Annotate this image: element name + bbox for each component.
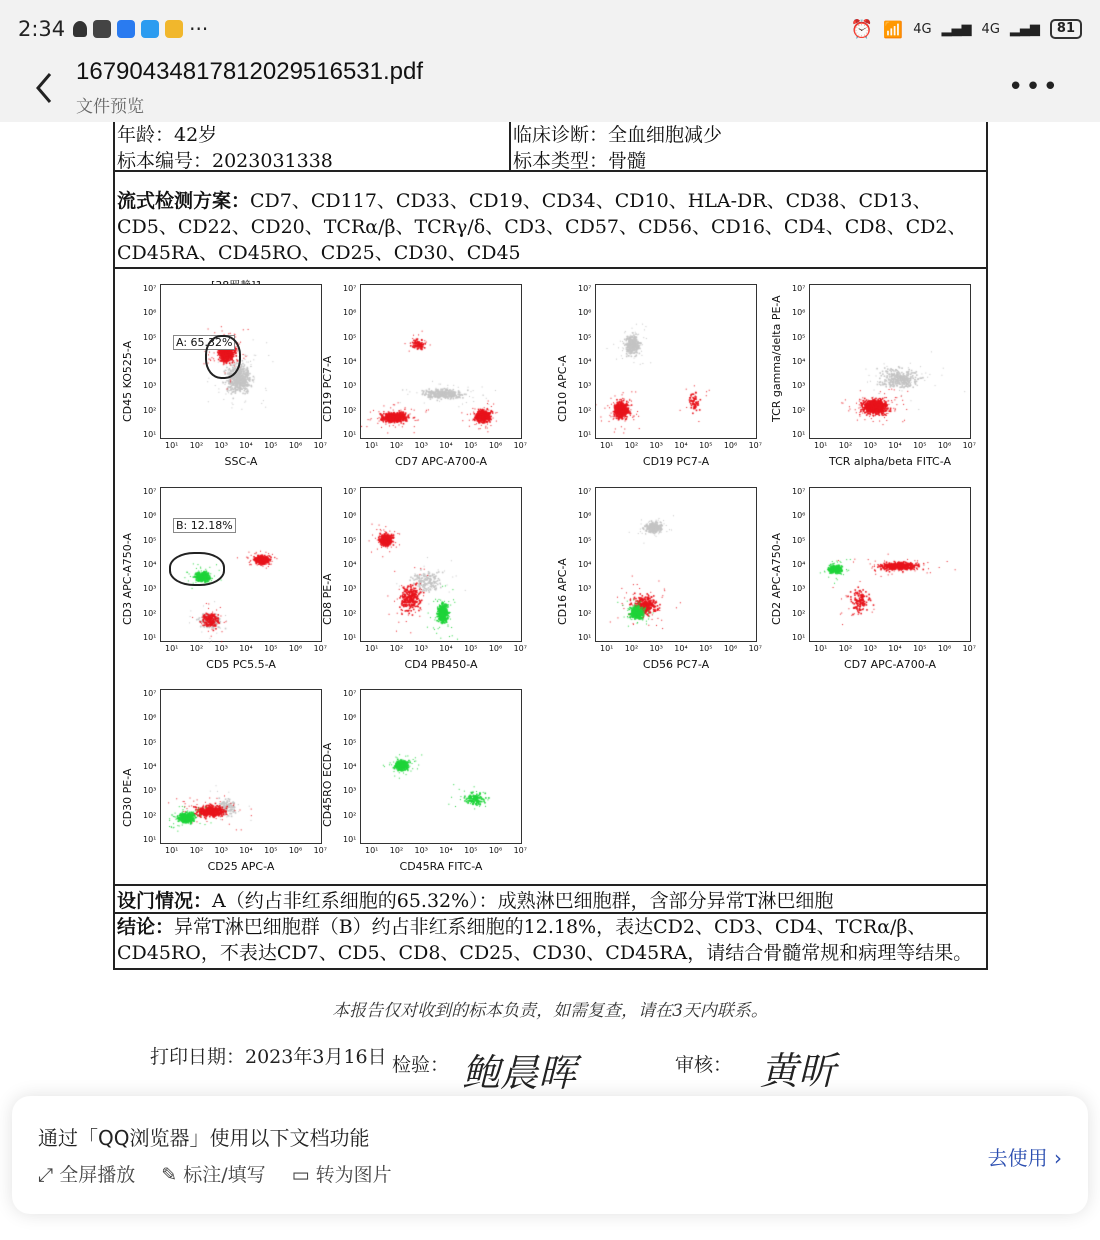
y-axis-label: CD45 KO525-A: [121, 340, 134, 422]
gate-polygon: [169, 552, 225, 586]
y-tick: 10⁷: [578, 284, 592, 293]
x-ticks: [365, 846, 527, 855]
y-tick: 10⁴: [578, 559, 592, 569]
x-tick: 10⁶: [937, 644, 952, 653]
x-tick: 10⁴: [439, 441, 453, 450]
y-tick: 10³: [578, 584, 592, 594]
sample-number-field: 标本编号：2023031338: [117, 150, 333, 172]
reviewer-label: 审核：: [675, 1054, 733, 1076]
x-tick: 10⁷: [513, 441, 527, 450]
y-tick: 10⁶: [343, 511, 357, 521]
x-tick: 10¹: [165, 644, 179, 653]
x-axis-label: CD19 PC7-A: [642, 455, 710, 468]
y-tick: 10⁵: [578, 535, 592, 545]
y-tick: 10⁴: [792, 559, 806, 569]
x-tick: 10⁷: [313, 441, 327, 450]
y-tick: 10⁷: [792, 284, 806, 293]
x-axis-label: CD25 APC-A: [207, 860, 275, 873]
fullscreen-label: 全屏播放: [59, 1164, 136, 1186]
x-ticks: [600, 644, 762, 653]
y-axis-label: CD30 PE-A: [121, 768, 134, 827]
x-tick: 10⁵: [699, 644, 713, 653]
gate-label: A: 65.32%: [173, 335, 235, 350]
y-tick: 10¹: [343, 834, 357, 844]
y-tick: 10¹: [143, 834, 157, 844]
y-ticks: [343, 689, 356, 844]
x-tick: 10¹: [365, 846, 379, 855]
age-field: 年龄：42岁: [117, 124, 218, 146]
x-axis-label: SSC-A: [224, 455, 258, 468]
x-axis-label: CD4 PB450-A: [404, 658, 478, 671]
to-image-action[interactable]: [292, 1160, 392, 1187]
conclusion-label: 结论：: [117, 916, 175, 938]
y-tick: 10⁶: [343, 713, 357, 723]
x-ticks: [814, 644, 976, 653]
plot-area: [360, 487, 522, 642]
y-ticks: [143, 284, 156, 439]
y-axis-label: CD45RO ECD-A: [321, 742, 334, 827]
y-ticks: [578, 284, 591, 439]
plot-area: [809, 284, 971, 439]
y-tick: 10¹: [143, 632, 157, 642]
y-tick: 10³: [343, 584, 357, 594]
x-ticks: [600, 441, 762, 450]
y-ticks: [343, 284, 356, 439]
y-tick: 10⁴: [343, 356, 357, 366]
x-tick: 10⁶: [288, 846, 303, 855]
y-tick: 10²: [792, 405, 806, 415]
flow-plot-6: [315, 487, 545, 687]
x-tick: 10³: [414, 846, 428, 855]
status-time: 2:34: [18, 17, 66, 41]
x-tick: 10⁵: [264, 441, 278, 450]
y-tick: 10⁵: [343, 737, 357, 747]
flow-plot-1: [115, 284, 345, 484]
y-tick: 10⁴: [143, 356, 157, 366]
x-tick: 10¹: [165, 441, 179, 450]
y-tick: 10⁵: [343, 332, 357, 342]
scatter-dots: [810, 488, 972, 643]
x-tick: 10⁵: [464, 846, 478, 855]
x-tick: 10¹: [600, 441, 614, 450]
x-tick: 10⁶: [488, 644, 503, 653]
x-tick: 10⁵: [264, 644, 278, 653]
y-tick: 10³: [792, 584, 806, 594]
y-axis-label: TCR gamma/delta PE-A: [770, 294, 783, 422]
flow-plot-8: [764, 487, 994, 687]
x-tick: 10³: [863, 644, 877, 653]
y-tick: 10²: [143, 608, 157, 618]
y-tick: 10³: [143, 584, 157, 594]
y-tick: 10¹: [792, 429, 806, 439]
x-tick: 10²: [189, 846, 204, 855]
y-tick: 10¹: [343, 632, 357, 642]
scatter-dots: [361, 488, 523, 643]
x-axis-label: CD7 APC-A700-A: [844, 658, 936, 671]
flow-plot-3: [550, 284, 780, 484]
x-tick: 10⁶: [937, 441, 952, 450]
plot-area: [160, 487, 322, 642]
x-tick: 10⁴: [674, 441, 688, 450]
fullscreen-icon: ⤢: [38, 1164, 60, 1186]
scheme-label: 流式检测方案：: [117, 190, 251, 212]
y-tick: 10⁷: [578, 487, 592, 496]
report-page: [113, 112, 988, 970]
y-tick: 10⁶: [578, 511, 592, 521]
plot-area: [809, 487, 971, 642]
flow-plot-7: [550, 487, 780, 687]
y-tick: 10¹: [792, 632, 806, 642]
x-axis-label: CD7 APC-A700-A: [395, 455, 487, 468]
x-tick: 10⁴: [239, 644, 253, 653]
x-tick: 10⁷: [748, 441, 762, 450]
gating-text: A（约占非红系细胞的65.32%）：成熟淋巴细胞群，含部分异常T淋巴细胞: [212, 890, 834, 912]
x-tick: 10²: [389, 644, 404, 653]
x-tick: 10⁶: [288, 644, 303, 653]
y-tick: 10⁵: [578, 332, 592, 342]
x-axis-label: CD45RA FITC-A: [399, 860, 483, 873]
plot-area: [595, 487, 757, 642]
x-tick: 10⁵: [913, 644, 927, 653]
qq-browser-promo: [12, 1096, 1088, 1214]
y-tick: 10⁷: [143, 284, 157, 293]
x-tick: 10²: [389, 846, 404, 855]
scatter-dots: [361, 690, 523, 845]
y-tick: 10³: [343, 381, 357, 391]
file-title: 16790434817812029516531.pdf: [76, 58, 424, 85]
scheme-row: [115, 186, 986, 269]
sample-type-field: 标本类型：骨髓: [513, 150, 647, 172]
flow-plots: [115, 269, 986, 886]
conclusion-text: 异常T淋巴细胞群（B）约占非红系细胞的12.18%，表达CD2、CD3、CD4、TCRα/β、CD45RO，不表达CD7、CD5、CD8、CD25、CD30、CD45RA，请结合骨髓常规和病理等结果。: [117, 916, 973, 964]
to-image-label: 转为图片: [315, 1164, 392, 1186]
scatter-dots: [596, 285, 758, 440]
y-tick: 10⁶: [792, 308, 806, 318]
chevron-left-icon: [30, 68, 60, 108]
y-tick: 10⁷: [343, 689, 357, 698]
wifi-icon: 📶: [883, 19, 904, 39]
notification-bell-icon: [73, 21, 87, 37]
flow-plot-2: [315, 284, 545, 484]
app-icon-blue: [117, 20, 135, 38]
app-icon-multi: [141, 20, 159, 38]
y-ticks: [792, 284, 805, 439]
x-tick: 10¹: [365, 441, 379, 450]
y-tick: 10¹: [343, 429, 357, 439]
x-tick: 10¹: [814, 644, 828, 653]
y-tick: 10³: [578, 381, 592, 391]
y-tick: 10⁶: [143, 308, 157, 318]
y-tick: 10²: [343, 608, 357, 618]
x-ticks: [365, 644, 527, 653]
app-header: [0, 58, 1100, 122]
diagnosis-field: 临床诊断：全血细胞减少: [513, 124, 723, 146]
y-tick: 10³: [143, 786, 157, 796]
more-notifications-icon: ···: [189, 17, 209, 41]
y-tick: 10⁶: [143, 713, 157, 723]
inspector-signature: 鲍晨晖: [462, 1051, 577, 1095]
x-tick: 10²: [389, 441, 404, 450]
x-tick: 10⁶: [288, 441, 303, 450]
x-ticks: [165, 441, 327, 450]
more-icon[interactable]: •••: [1007, 72, 1060, 102]
x-tick: 10²: [838, 441, 853, 450]
y-tick: 10⁵: [143, 737, 157, 747]
gating-row: [115, 886, 986, 914]
x-tick: 10⁷: [962, 441, 976, 450]
gate-polygon: [205, 335, 241, 379]
y-tick: 10⁴: [143, 559, 157, 569]
y-axis-label: CD3 APC-A750-A: [121, 532, 134, 625]
y-axis-label: CD10 APC-A: [556, 354, 569, 422]
y-tick: 10⁵: [343, 535, 357, 545]
x-tick: 10⁷: [313, 644, 327, 653]
inspector-label: 检验：: [392, 1054, 450, 1076]
x-tick: 10⁷: [513, 644, 527, 653]
y-tick: 10⁴: [792, 356, 806, 366]
x-ticks: [365, 441, 527, 450]
x-tick: 10⁶: [488, 846, 503, 855]
x-ticks: [814, 441, 976, 450]
x-tick: 10⁴: [239, 441, 253, 450]
y-axis-label: CD19 PC7-A: [321, 355, 334, 422]
y-tick: 10⁷: [143, 487, 157, 496]
x-tick: 10³: [649, 441, 663, 450]
y-axis-label: CD8 PE-A: [321, 573, 334, 625]
x-tick: 10⁴: [674, 644, 688, 653]
x-tick: 10⁷: [962, 644, 976, 653]
x-tick: 10³: [214, 846, 228, 855]
y-tick: 10⁴: [143, 761, 157, 771]
report-disclaimer: 本报告仅对收到的标本负责，如需复查，请在3天内联系。: [332, 1001, 768, 1021]
y-tick: 10²: [343, 405, 357, 415]
y-tick: 10¹: [578, 429, 592, 439]
network-label-1: 4G: [913, 21, 932, 37]
plot-area: [360, 284, 522, 439]
y-tick: 10³: [792, 381, 806, 391]
y-tick: 10⁶: [343, 308, 357, 318]
promo-text: 通过「QQ浏览器」使用以下文档功能: [38, 1126, 370, 1150]
x-tick: 10¹: [165, 846, 179, 855]
x-tick: 10³: [414, 441, 428, 450]
x-tick: 10⁴: [888, 644, 902, 653]
y-tick: 10⁵: [792, 535, 806, 545]
x-tick: 10¹: [814, 441, 828, 450]
alarm-icon: ⏰: [850, 18, 874, 40]
status-bar: [0, 0, 1100, 58]
x-tick: 10²: [189, 441, 204, 450]
y-tick: 10⁷: [343, 487, 357, 496]
x-tick: 10⁶: [488, 441, 503, 450]
signal-icon-1: ▂▄▆: [941, 21, 972, 37]
x-tick: 10⁵: [264, 846, 278, 855]
y-tick: 10⁴: [343, 559, 357, 569]
y-tick: 10³: [343, 786, 357, 796]
y-tick: 10⁵: [143, 535, 157, 545]
image-icon: ▭: [291, 1164, 316, 1186]
x-tick: 10³: [414, 644, 428, 653]
scheme-text: CD7、CD117、CD33、CD19、CD34、CD10、HLA-DR、CD38、CD13、CD5、CD22、CD20、TCRα/β、TCRγ/δ、CD3、CD57、CD56、CD16、CD4、CD8、CD2、CD45RA、CD45RO、CD25、CD30、CD45: [117, 190, 967, 264]
x-tick: 10⁴: [439, 846, 453, 855]
app-icon-hand: [93, 20, 111, 38]
flow-plot-10: [315, 689, 545, 889]
x-tick: 10⁴: [439, 644, 453, 653]
y-tick: 10⁷: [792, 487, 806, 496]
y-tick: 10⁷: [143, 689, 157, 698]
x-tick: 10⁵: [464, 644, 478, 653]
x-tick: 10³: [649, 644, 663, 653]
network-label-2: 4G: [981, 21, 1000, 37]
fullscreen-action[interactable]: [38, 1160, 135, 1187]
battery-icon: 81: [1050, 19, 1082, 39]
y-tick: 10³: [143, 381, 157, 391]
signal-icon-2: ▂▄▆: [1009, 21, 1040, 37]
scatter-dots: [361, 285, 523, 440]
y-ticks: [343, 487, 356, 642]
x-axis-label: CD5 PC5.5-A: [206, 658, 276, 671]
flow-plot-9: [115, 689, 345, 889]
status-right: [851, 19, 1082, 40]
x-tick: 10³: [863, 441, 877, 450]
annotate-action[interactable]: [161, 1160, 265, 1187]
plot-area: [360, 689, 522, 844]
y-axis-label: CD2 APC-A750-A: [770, 532, 783, 625]
y-tick: 10⁶: [792, 511, 806, 521]
x-tick: 10²: [189, 644, 204, 653]
x-tick: 10⁶: [723, 644, 738, 653]
x-ticks: [165, 644, 327, 653]
y-tick: 10¹: [143, 429, 157, 439]
y-tick: 10²: [143, 810, 157, 820]
y-tick: 10⁵: [143, 332, 157, 342]
x-tick: 10²: [624, 441, 639, 450]
plot-area: [595, 284, 757, 439]
print-date: 打印日期：2023年3月16日: [150, 1046, 387, 1068]
x-axis-label: CD56 PC7-A: [642, 658, 710, 671]
scatter-dots: [161, 690, 323, 845]
y-tick: 10²: [143, 405, 157, 415]
edit-icon: ✎: [161, 1164, 184, 1186]
go-use-button[interactable]: 去使用 ›: [987, 1146, 1062, 1170]
x-tick: 10³: [214, 441, 228, 450]
y-tick: 10⁵: [792, 332, 806, 342]
y-ticks: [792, 487, 805, 642]
x-tick: 10²: [624, 644, 639, 653]
x-tick: 10¹: [365, 644, 379, 653]
x-tick: 10⁵: [699, 441, 713, 450]
plot-area: [160, 284, 322, 439]
y-tick: 10⁴: [578, 356, 592, 366]
promo-actions: [38, 1160, 392, 1187]
annotate-label: 标注/填写: [183, 1164, 266, 1186]
scatter-dots: [596, 488, 758, 643]
reviewer-signature: 黄昕: [760, 1049, 837, 1093]
mail-icon: [165, 20, 183, 38]
notification-icons: [73, 17, 208, 41]
x-tick: 10¹: [600, 644, 614, 653]
x-tick: 10⁷: [313, 846, 327, 855]
flow-plot-5: [115, 487, 345, 687]
x-tick: 10⁵: [913, 441, 927, 450]
back-button[interactable]: [30, 68, 60, 108]
x-tick: 10⁴: [888, 441, 902, 450]
flow-plot-4: [764, 284, 994, 484]
x-tick: 10³: [214, 644, 228, 653]
plot-area: [160, 689, 322, 844]
gate-label: B: 12.18%: [173, 518, 236, 533]
x-tick: 10⁵: [464, 441, 478, 450]
y-tick: 10⁶: [143, 511, 157, 521]
x-tick: 10⁷: [748, 644, 762, 653]
conclusion-row: [115, 914, 986, 968]
y-tick: 10²: [578, 405, 592, 415]
y-tick: 10²: [578, 608, 592, 618]
x-tick: 10²: [838, 644, 853, 653]
y-tick: 10⁶: [578, 308, 592, 318]
x-axis-label: TCR alpha/beta FITC-A: [829, 455, 951, 468]
y-ticks: [578, 487, 591, 642]
x-tick: 10⁴: [239, 846, 253, 855]
y-tick: 10²: [792, 608, 806, 618]
gating-label: 设门情况：: [117, 890, 213, 912]
y-axis-label: CD16 APC-A: [556, 557, 569, 625]
y-ticks: [143, 689, 156, 844]
scatter-dots: [161, 285, 323, 440]
y-tick: 10¹: [578, 632, 592, 642]
y-tick: 10²: [343, 810, 357, 820]
x-ticks: [165, 846, 327, 855]
x-tick: 10⁶: [723, 441, 738, 450]
y-tick: 10⁷: [343, 284, 357, 293]
x-tick: 10⁷: [513, 846, 527, 855]
file-subtitle: 文件预览: [76, 97, 144, 117]
scatter-dots: [810, 285, 972, 440]
y-ticks: [143, 487, 156, 642]
y-tick: 10⁴: [343, 761, 357, 771]
